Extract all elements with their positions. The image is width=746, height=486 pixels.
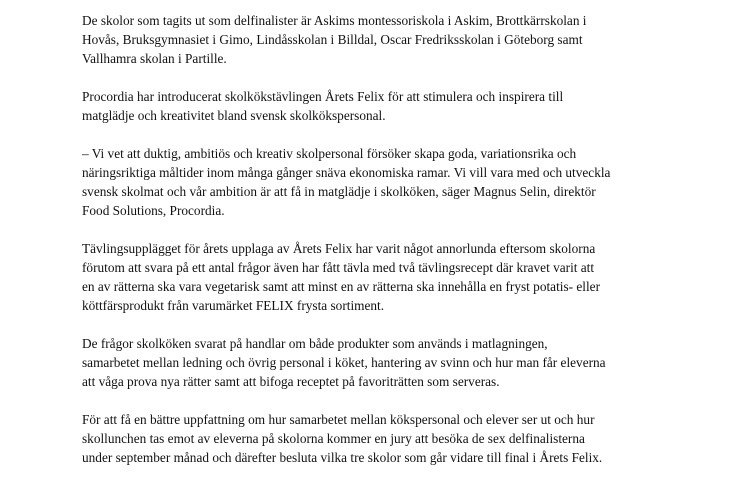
text-line: För att få en bättre uppfattning om hur samarbetet mellan kökspersonal och elever ser ut och hur bbox=[82, 412, 595, 427]
text-line: Procordia har introducerat skolkökstävlingen Årets Felix för att stimulera och inspirera till bbox=[82, 89, 564, 104]
text-line: Hovås, Bruksgymnasiet i Gimo, Lindåsskolan i Billdal, Oscar Fredriksskolan i Göteborg samt bbox=[82, 32, 583, 47]
text-line: att våga prova nya rätter samt att bifoga receptet på favoriträtten som serveras. bbox=[82, 374, 500, 389]
text-line: De frågor skolköken svarat på handlar om både produkter som används i matlagningen, bbox=[82, 336, 548, 351]
text-line: förutom att svara på ett antal frågor även har fått tävla med två tävlingsrecept där kravet varit att bbox=[82, 260, 595, 275]
text-line: skollunchen tas emot av eleverna på skolorna kommer en jury att besöka de sex delfinalisterna bbox=[82, 431, 585, 446]
text-line: en av rätterna ska vara vegetarisk samt att minst en av rätterna ska innehålla en fryst potatis- eller bbox=[82, 279, 601, 294]
text-line: – Vi vet att duktig, ambitiös och kreativ skolpersonal försöker skapa goda, variationsrika och bbox=[82, 146, 577, 161]
text-line: näringsriktiga måltider inom många gånger snäva ekonomiska ramar. Vi vill vara med och utveckla bbox=[82, 165, 611, 180]
text-line: De skolor som tagits ut som delfinalister är Askims montessoriskola i Askim, Brottkärrskolan i bbox=[82, 13, 587, 28]
paragraph-delfinalister bbox=[82, 11, 722, 68]
text-line: Tävlingsupplägget för årets upplaga av Årets Felix har varit något annorlunda eftersom skolorna bbox=[82, 241, 596, 256]
document-body bbox=[82, 11, 722, 486]
text-line: samarbetet mellan ledning och övrig personal i köket, hantering av svinn och hur man får eleverna bbox=[82, 355, 606, 370]
paragraph-quote bbox=[82, 144, 722, 220]
text-line: matglädje och kreativitet bland svensk skolkökspersonal. bbox=[82, 108, 386, 123]
text-line: under september månad och därefter besluta vilka tre skolor som går vidare till final i Årets Felix. bbox=[82, 450, 603, 465]
paragraph-procordia-intro bbox=[82, 87, 722, 125]
text-line: Vallhamra skolan i Partille. bbox=[82, 51, 227, 66]
text-line: svensk skolmat och vår ambition är att få in matglädje i skolköken, säger Magnus Selin, direktör bbox=[82, 184, 596, 199]
paragraph-tavlingsupplagg bbox=[82, 239, 722, 315]
paragraph-fragor bbox=[82, 334, 722, 391]
text-line: Food Solutions, Procordia. bbox=[82, 203, 225, 218]
text-line: köttfärsprodukt från varumärket FELIX frysta sortiment. bbox=[82, 298, 385, 313]
